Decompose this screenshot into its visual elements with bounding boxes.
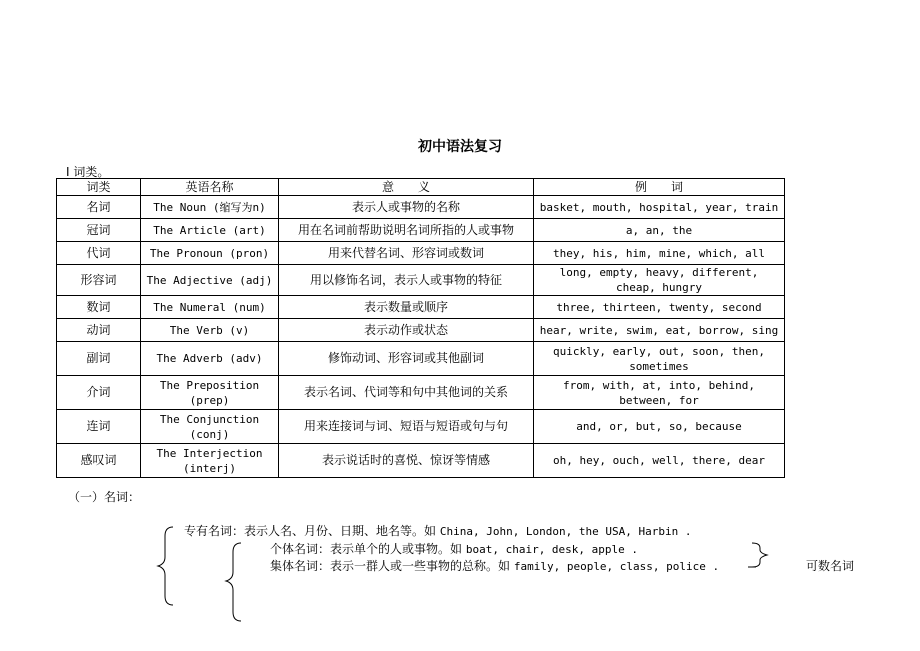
right-brace xyxy=(752,543,767,567)
examples-cell: long, empty, heavy, different, cheap, hungry xyxy=(534,265,785,296)
class-cell: 动词 xyxy=(57,319,141,342)
countable-noun-label: 可数名词 xyxy=(806,559,855,573)
meaning-cell: 用来代替名词、形容词或数词 xyxy=(279,242,534,265)
class-cell: 形容词 xyxy=(57,265,141,296)
individual-noun-line xyxy=(270,540,638,557)
proper-noun-desc: 专有名词：表示人名、月份、日期、地名等。如 xyxy=(184,524,437,538)
class-cell: 连词 xyxy=(57,410,141,444)
class-cell: 冠词 xyxy=(57,219,141,242)
meaning-cell: 用以修饰名词，表示人或事物的特征 xyxy=(279,265,534,296)
examples-cell: hear, write, swim, eat, borrow, sing xyxy=(534,319,785,342)
examples-cell: they, his, him, mine, which, all xyxy=(534,242,785,265)
examples-cell: quickly, early, out, soon, then, sometimes xyxy=(534,342,785,376)
section-heading: Ⅰ 词类。 xyxy=(66,165,110,179)
meaning-cell: 用来连接词与词、短语与短语或句与句 xyxy=(279,410,534,444)
english-name-cell: The Verb (v) xyxy=(141,319,279,342)
meaning-cell: 用在名词前帮助说明名词所指的人或事物 xyxy=(279,219,534,242)
examples-cell: a, an, the xyxy=(534,219,785,242)
class-cell: 介词 xyxy=(57,376,141,410)
english-name-cell: The Adverb (adv) xyxy=(141,342,279,376)
english-name-cell: The Noun (缩写为n) xyxy=(141,196,279,219)
english-name-cell: The Numeral (num) xyxy=(141,296,279,319)
header-class: 词类 xyxy=(57,179,141,196)
class-cell: 名词 xyxy=(57,196,141,219)
collective-noun-examples: family, people, class, police . xyxy=(513,560,720,573)
proper-noun-examples: China, John, London, the USA, Harbin . xyxy=(439,525,692,538)
individual-noun-desc: 个体名词：表示单个的人或事物。如 xyxy=(270,542,463,556)
english-name-cell: The Adjective (adj) xyxy=(141,265,279,296)
examples-cell: basket, mouth, hospital, year, train xyxy=(534,196,785,219)
collective-noun-desc: 集体名词：表示一群人或一些事物的总称。如 xyxy=(270,559,511,573)
meaning-cell: 表示人或事物的名称 xyxy=(279,196,534,219)
english-name-cell: The Interjection (interj) xyxy=(141,444,279,478)
subsection-heading: （一）名词： xyxy=(68,490,141,504)
outer-left-brace xyxy=(158,527,173,605)
meaning-cell: 表示说话时的喜悦、惊讶等情感 xyxy=(279,444,534,478)
individual-noun-examples: boat, chair, desk, apple . xyxy=(465,543,639,556)
collective-noun-line xyxy=(270,557,719,574)
examples-cell: oh, hey, ouch, well, there, dear xyxy=(534,444,785,478)
header-examples: 例 词 xyxy=(534,179,785,196)
examples-cell: and, or, but, so, because xyxy=(534,410,785,444)
class-cell: 副词 xyxy=(57,342,141,376)
english-name-cell: The Conjunction (conj) xyxy=(141,410,279,444)
proper-noun-line xyxy=(184,522,692,539)
examples-cell: three, thirteen, twenty, second xyxy=(534,296,785,319)
class-cell: 代词 xyxy=(57,242,141,265)
meaning-cell: 修饰动词、形容词或其他副词 xyxy=(279,342,534,376)
examples-cell: from, with, at, into, behind, between, for xyxy=(534,376,785,410)
inner-left-brace xyxy=(226,543,241,621)
page-title: 初中语法复习 xyxy=(418,139,502,155)
header-meaning: 意 义 xyxy=(279,179,534,196)
english-name-cell: The Preposition (prep) xyxy=(141,376,279,410)
meaning-cell: 表示动作或状态 xyxy=(279,319,534,342)
header-english-name: 英语名称 xyxy=(141,179,279,196)
class-cell: 感叹词 xyxy=(57,444,141,478)
class-cell: 数词 xyxy=(57,296,141,319)
meaning-cell: 表示数量或顺序 xyxy=(279,296,534,319)
english-name-cell: The Article (art) xyxy=(141,219,279,242)
english-name-cell: The Pronoun (pron) xyxy=(141,242,279,265)
meaning-cell: 表示名词、代词等和句中其他词的关系 xyxy=(279,376,534,410)
